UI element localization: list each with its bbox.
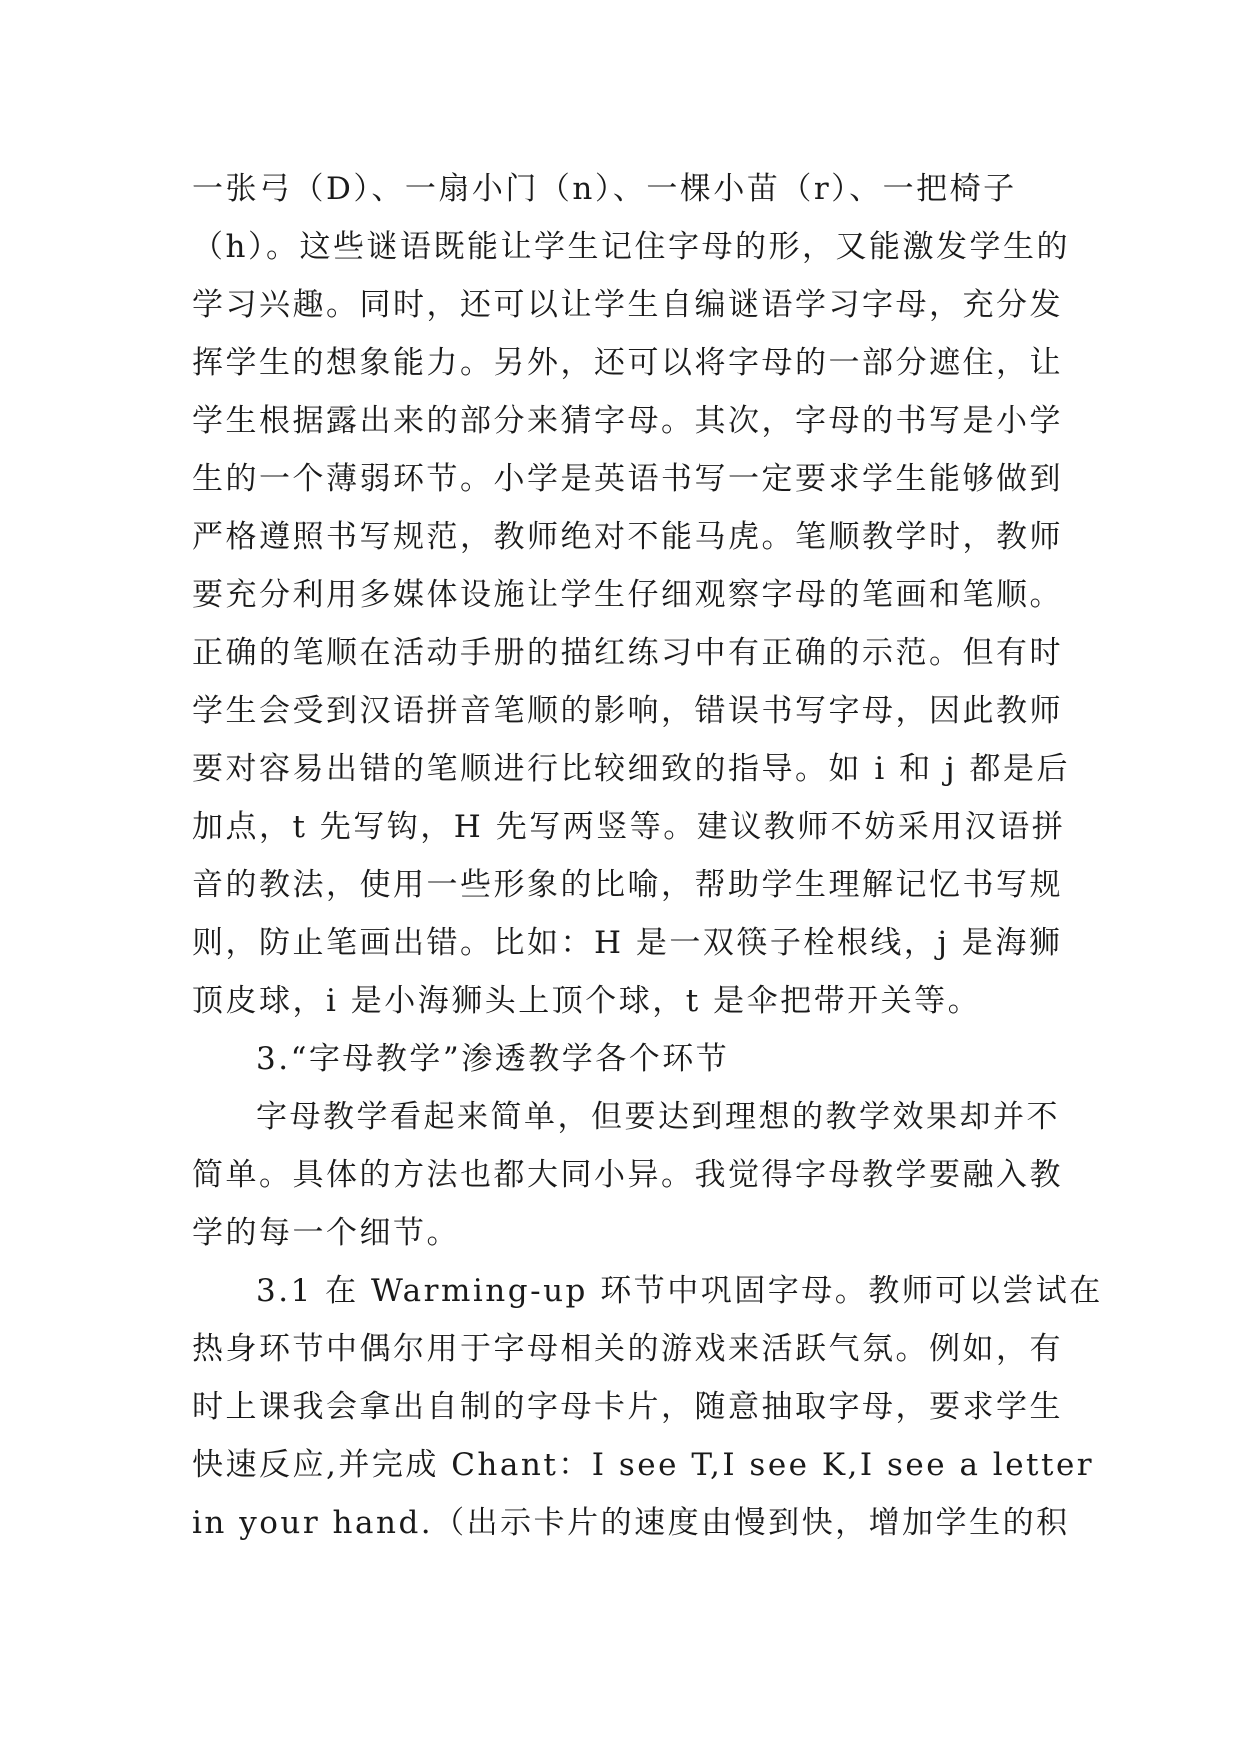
text-line: in your hand.（出示卡片的速度由慢到快，增加学生的积 [192, 1505, 1070, 1541]
text-line: 挥学生的想象能力。另外，还可以将字母的一部分遮住，让 [192, 345, 1063, 381]
text-line: 生的一个薄弱环节。小学是英语书写一定要求学生能够做到 [192, 461, 1063, 497]
text-line: 快速反应,并完成 Chant：I see T,I see K,I see a letter [192, 1447, 1095, 1483]
text-line: 要对容易出错的笔顺进行比较细致的指导。如 i 和 j 都是后 [192, 751, 1070, 787]
text-line: 时上课我会拿出自制的字母卡片，随意抽取字母，要求学生 [192, 1389, 1063, 1425]
text-line: 学生根据露出来的部分来猜字母。其次，字母的书写是小学 [192, 403, 1063, 439]
text-line: 热身环节中偶尔用于字母相关的游戏来活跃气氛。例如，有 [192, 1331, 1063, 1367]
text-line: 简单。具体的方法也都大同小异。我觉得字母教学要融入教 [192, 1157, 1063, 1193]
text-line: 加点，t 先写钩，H 先写两竖等。建议教师不妨采用汉语拼 [192, 809, 1066, 845]
paragraph-first-line: 字母教学看起来简单，但要达到理想的教学效果却并不 [256, 1099, 1060, 1135]
text-line: 要充分利用多媒体设施让学生仔细观察字母的笔画和笔顺。 [192, 577, 1063, 613]
body-text [192, 160, 1103, 1552]
text-line: 音的教法，使用一些形象的比喻，帮助学生理解记忆书写规 [192, 867, 1063, 903]
text-line: 学生会受到汉语拼音笔顺的影响，错误书写字母，因此教师 [192, 693, 1063, 729]
subsection-first-line: 3.1 在 Warming-up 环节中巩固字母。教师可以尝试在 [256, 1273, 1103, 1309]
text-line: 一张弓（D）、一扇小门（n）、一棵小苗（r）、一把椅子 [192, 171, 1017, 207]
text-line: 学习兴趣。同时，还可以让学生自编谜语学习字母，充分发 [192, 287, 1063, 323]
text-line: 严格遵照书写规范，教师绝对不能马虎。笔顺教学时，教师 [192, 519, 1063, 555]
text-line: 学的每一个细节。 [192, 1215, 460, 1251]
text-line: 顶皮球，i 是小海狮头上顶个球，t 是伞把带开关等。 [192, 983, 982, 1019]
text-line: （h）。这些谜语既能让学生记住字母的形，又能激发学生的 [192, 229, 1070, 265]
text-line: 则，防止笔画出错。比如：H 是一双筷子栓根线，j 是海狮 [192, 925, 1063, 961]
section-heading: 3.“字母教学”渗透教学各个环节 [256, 1041, 730, 1077]
text-line: 正确的笔顺在活动手册的描红练习中有正确的示范。但有时 [192, 635, 1063, 671]
